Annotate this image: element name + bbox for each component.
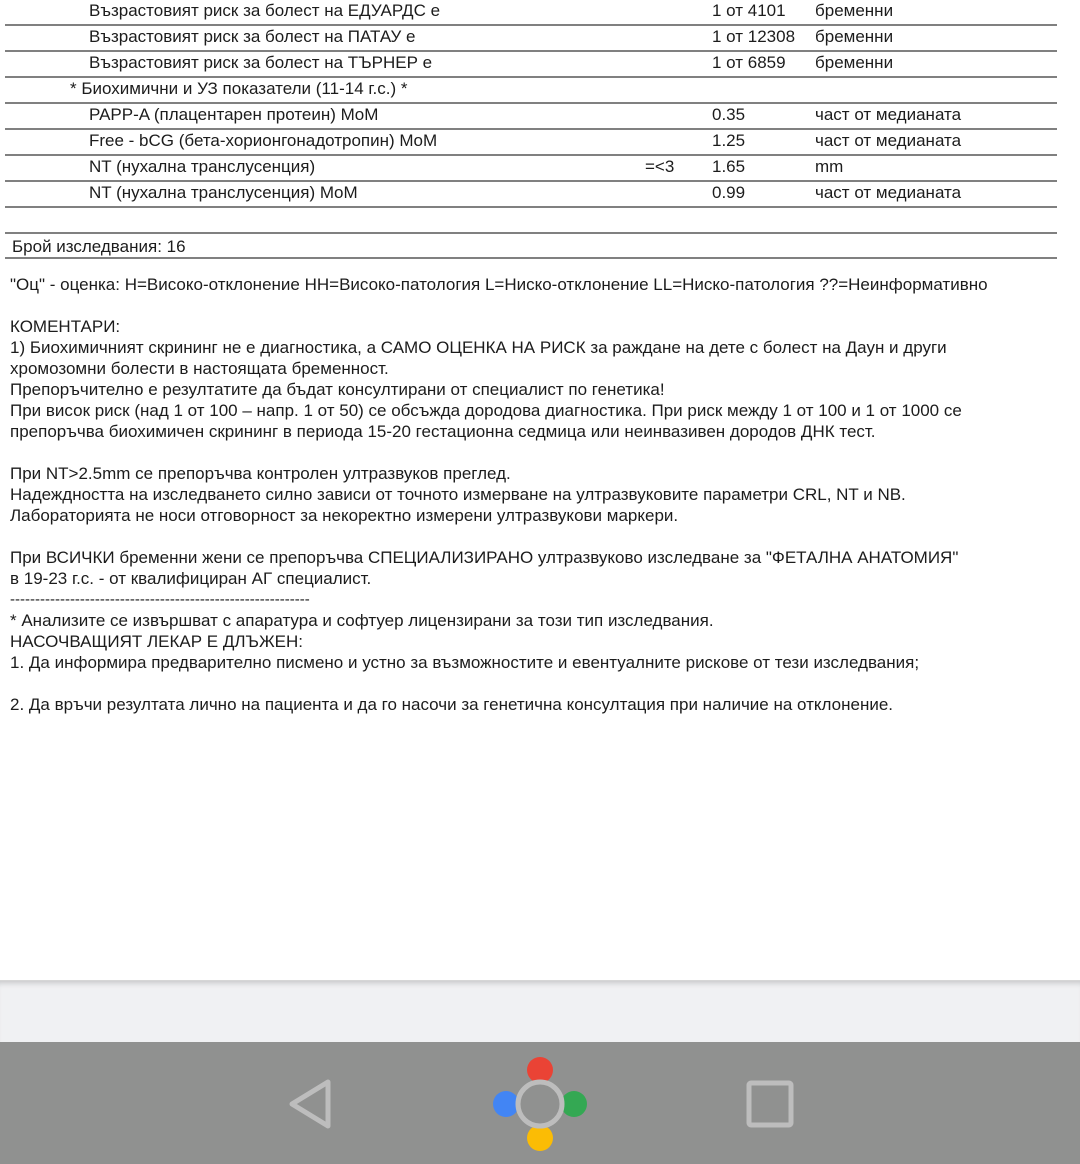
table-row <box>5 26 1057 52</box>
row-label: Възрастовият риск за болест на ТЪРНЕР е <box>89 53 433 72</box>
section-heading: * Биохимични и УЗ показатели (11-14 г.с.) * <box>70 79 408 98</box>
table-row <box>5 104 1057 130</box>
comments-section <box>10 316 1070 715</box>
row-reference: =<3 <box>645 157 675 176</box>
comment-line: Препоръчително е резултатите да бъдат консултирани от специалист по генетика! <box>10 380 665 399</box>
table-row <box>5 156 1057 182</box>
comment-line: в 19-23 г.с. - от квалифициран АГ специалист. <box>10 569 372 588</box>
table-section-row <box>5 78 1057 104</box>
comment-line: Надеждността на изследването силно зависи от точното измерване на ултразвуковите параметри CRL, NT и NB. <box>10 485 906 504</box>
row-value: 1.25 <box>712 131 746 150</box>
back-button[interactable] <box>280 1072 340 1136</box>
comment-line: При NT>2.5mm се препоръчва контролен ултразвуков преглед. <box>10 464 511 483</box>
comment-line: хромозомни болести в настоящата бременност. <box>10 359 389 378</box>
row-unit: част от медианата <box>815 131 962 150</box>
row-unit: mm <box>815 157 844 176</box>
table-row <box>5 182 1057 208</box>
android-navigation-bar <box>0 1042 1080 1164</box>
row-value: 0.35 <box>712 105 746 124</box>
study-count-row <box>5 232 1057 259</box>
row-unit: бременни <box>815 27 894 46</box>
row-value: 1 от 12308 <box>712 27 796 46</box>
row-label: PAPP-A (плацентарен протеин) MoM <box>89 105 379 124</box>
comment-line: * Анализите се извършват с апаратура и софтуер лицензирани за този тип изследвания. <box>10 611 714 630</box>
comment-line: 1. Да информира предварително писмено и устно за възможностите и евентуалните рискове от тези изследвания; <box>10 653 920 672</box>
comment-line: 2. Да връчи резултата лично на пациента и да го насочи за генетична консултация при наличие на отклонение. <box>10 695 894 714</box>
row-value: 1 от 4101 <box>712 1 786 20</box>
row-unit: бременни <box>815 1 894 20</box>
row-label: Възрастовият риск за болест на ПАТАУ е <box>89 27 416 46</box>
comment-line: При ВСИЧКИ бременни жени се препоръчва СПЕЦИАЛИЗИРАНО ултразвуково изследване за "ФЕТАЛНА АНАТОМИЯ" <box>10 548 959 567</box>
comment-line: 1) Биохимичният скрининг не е диагностика, а САМО ОЦЕНКА НА РИСК за раждане на дете с болест на Даун и други <box>10 338 947 357</box>
comment-line: Лабораторията не носи отговорност за некоректно измерени ултразвукови маркери. <box>10 506 679 525</box>
home-assistant-button[interactable] <box>490 1054 590 1154</box>
comment-line: препоръчва биохимичен скрининг в периода 15-20 гестационна седмица или неинвазивен дородов ДНК тест. <box>10 422 876 441</box>
comments-title: КОМЕНТАРИ: <box>10 317 121 336</box>
row-unit: част от медианата <box>815 183 962 202</box>
separator-line: ------------------------------------------------------------ <box>10 591 310 608</box>
study-count: Брой изследвания: 16 <box>12 237 186 256</box>
comment-line: При висок риск (над 1 от 100 – напр. 1 от 50) се обсъжда дородова диагностика. При риск между 1 от 100 и 1 от 1000 се <box>10 401 962 420</box>
row-unit: част от медианата <box>815 105 962 124</box>
row-value: 1 от 6859 <box>712 53 786 72</box>
comment-line: НАСОЧВАЩИЯТ ЛЕКАР Е ДЛЪЖЕН: <box>10 632 304 651</box>
row-label: NT (нухална транслусенция) MoM <box>89 183 358 202</box>
google-assistant-home-icon <box>490 1054 590 1154</box>
recents-square-icon <box>740 1074 800 1134</box>
grade-legend: "Оц" - оценка: H=Високо-отклонение HH=Високо-патология L=Ниско-отклонение LL=Ниско-патология ??=Неинформативно <box>10 275 988 294</box>
table-row <box>5 0 1057 26</box>
back-triangle-icon <box>280 1072 340 1136</box>
recents-button[interactable] <box>740 1074 800 1134</box>
table-row <box>5 130 1057 156</box>
row-value: 0.99 <box>712 183 746 202</box>
row-unit: бременни <box>815 53 894 72</box>
legend-text <box>10 274 1070 295</box>
row-label: Възрастовият риск за болест на ЕДУАРДС е <box>89 1 441 20</box>
row-label: NT (нухална транслусенция) <box>89 157 316 176</box>
table-row <box>5 52 1057 78</box>
viewer-bottom-area <box>0 980 1080 1043</box>
row-value: 1.65 <box>712 157 746 176</box>
row-label: Free - bCG (бета-хорионгонадотропин) MoM <box>89 131 438 150</box>
